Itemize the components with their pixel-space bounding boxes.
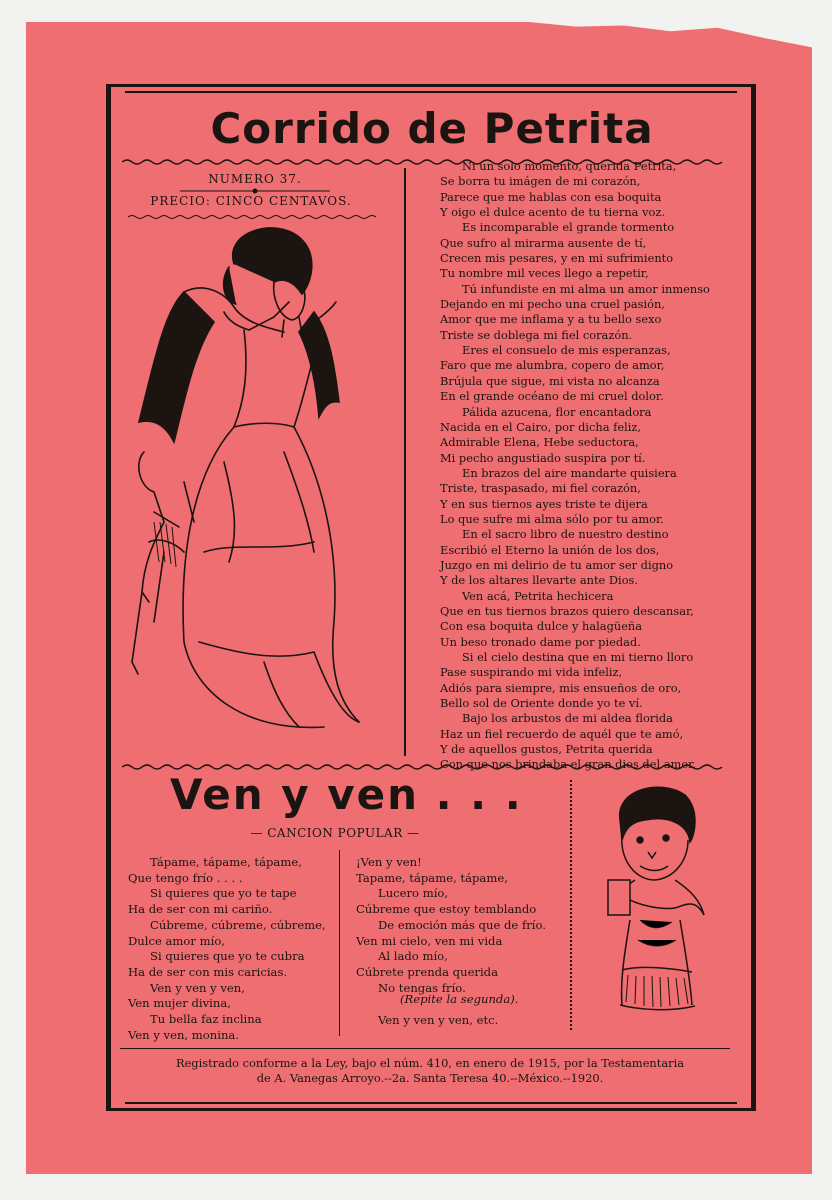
- poem-line: Faro que me alumbra, copero de amor,: [440, 358, 665, 373]
- poem-line: Que en tus tiernos brazos quiero descansar,: [440, 603, 694, 618]
- song-line: Ha de ser con mi cariño.: [128, 902, 273, 917]
- poem-line: Admirable Elena, Hebe seductora,: [440, 435, 639, 450]
- corrido-poem: [440, 159, 740, 773]
- song-line: Al lado mío,: [378, 949, 448, 964]
- song-line: ¡Ven y ven!: [356, 855, 422, 869]
- registration-footer: [130, 1056, 730, 1086]
- poem-line: Lo que sufre mi alma sólo por tu amor.: [440, 511, 664, 526]
- page-title: Corrido de Petrita: [210, 104, 654, 153]
- footer-line-1: Registrado conforme a la Ley, bajo el núm. 410, en enero de 1915, por la Testamentaria: [175, 1056, 685, 1070]
- song-ending: Ven y ven y ven, etc.: [378, 1012, 499, 1027]
- poem-line: En el sacro libro de nuestro destino: [462, 527, 669, 542]
- poem-line: Crecen mis pesares, y en mi sufrimiento: [440, 251, 674, 266]
- song-line: Cúbrete prenda querida: [356, 964, 499, 979]
- bottom-rule: [125, 1102, 737, 1104]
- poem-line: Pase suspirando mi vida infeliz,: [440, 665, 623, 680]
- price-wavy-rule: [128, 213, 378, 221]
- top-rule: [125, 91, 737, 93]
- poem-line: Ni un solo momento, querida Petrita,: [462, 159, 677, 173]
- poem-line: Eres el consuelo de mis esperanzas,: [462, 343, 671, 358]
- song-title: Ven y ven . . .: [170, 770, 523, 819]
- footer-rule: [120, 1048, 730, 1049]
- song-line: Ven mi cielo, ven mi vida: [356, 933, 503, 948]
- song-right-tail: [356, 992, 518, 1028]
- poem-line: Tu nombre mil veces llego a repetir,: [440, 266, 649, 281]
- song-line: Tápame, tápame, tápame,: [150, 855, 302, 869]
- poem-line: Y de los altares llevarte ante Dios.: [440, 573, 639, 588]
- poem-line: Es incomparable el grande tormento: [462, 220, 675, 235]
- song-column-rule: [339, 850, 340, 1036]
- poem-line: Y en sus tiernos ayes triste te dijera: [440, 496, 648, 511]
- poem-line: Pálida azucena, flor encantadora: [462, 404, 652, 419]
- song-right-column: [356, 855, 546, 996]
- poem-line: Parece que me hablas con esa boquita: [440, 189, 662, 204]
- poem-line: Dejando en mi pecho una cruel pasión,: [440, 297, 665, 312]
- footer-line-2: de A. Vanegas Arroyo.--2a. Santa Teresa 40.--México.--1920.: [256, 1071, 604, 1085]
- poem-line: Bajo los arbustos de mi aldea florida: [462, 711, 673, 726]
- repite-note: (Repite la segunda).: [400, 992, 519, 1006]
- portrait-dotted-rule: [570, 780, 572, 1030]
- poem-line: Si el cielo destina que en mi tierno lloro: [462, 650, 694, 664]
- poem-line: Se borra tu imágen de mi corazón,: [440, 174, 641, 189]
- poem-line: Tú infundiste en mi alma un amor inmenso: [462, 281, 710, 296]
- song-line: Ven y ven, monina.: [128, 1027, 240, 1042]
- poem-line: Ven acá, Petrita hechicera: [462, 588, 614, 603]
- poem-line: En el grande océano de mi cruel dolor.: [440, 389, 664, 404]
- song-line: Cúbreme, cúbreme, cúbreme,: [150, 917, 326, 932]
- song-line: Ha de ser con mis caricias.: [128, 964, 288, 979]
- poem-line: Triste, traspasado, mi fiel corazón,: [440, 481, 641, 496]
- poem-line: Y de aquellos gustos, Petrita querida: [440, 742, 653, 757]
- poem-line: Bello sol de Oriente donde yo te ví.: [440, 696, 643, 711]
- poem-line: Mi pecho angustiado suspira por tí.: [440, 450, 646, 465]
- poem-line: Nacida en el Cairo, por dicha feliz,: [440, 419, 642, 434]
- song-line: No tengas frío.: [378, 980, 466, 995]
- poem-line: Que sufro al mirarma ausente de tí,: [440, 235, 647, 250]
- song-line: Lucero mío,: [378, 886, 449, 901]
- woman-with-cup-portrait: [600, 780, 710, 1025]
- song-line: De emoción más que de frío.: [378, 917, 546, 932]
- price-label: PRECIO: CINCO CENTAVOS.: [150, 194, 352, 208]
- song-line: Ven mujer divina,: [128, 996, 231, 1011]
- song-line: Tu bella faz inclina: [150, 1012, 262, 1027]
- song-line: Ven y ven y ven,: [150, 980, 245, 995]
- woman-illustration: [124, 222, 374, 742]
- song-line: Si quieres que yo te cubra: [150, 949, 305, 964]
- song-subtitle: — CANCION POPULAR —: [250, 826, 420, 840]
- song-line: Cúbreme que estoy temblando: [356, 902, 537, 917]
- poem-line: Y oigo el dulce acento de tu tierna voz.: [440, 205, 665, 220]
- poem-line: Escribió el Eterno la unión de los dos,: [440, 542, 660, 557]
- upper-column-rule: [404, 168, 406, 756]
- poem-line: Juzgo en mi delirio de tu amor ser digno: [440, 557, 674, 572]
- song-left-column: [128, 855, 326, 1043]
- song-line: Si quieres que yo te tape: [150, 886, 297, 901]
- poem-line: Amor que me inflama y a tu bello sexo: [440, 312, 662, 327]
- poem-line: Brújula que sigue, mi vista no alcanza: [440, 373, 660, 388]
- poem-line: En brazos del aire mandarte quisiera: [462, 465, 677, 480]
- poem-line: Haz un fiel recuerdo de aquél que te amó,: [440, 726, 684, 741]
- poem-line: Adiós para siempre, mis ensueños de oro,: [440, 680, 682, 695]
- song-line: Tapame, tápame, tápame,: [356, 870, 508, 885]
- issue-number: NUMERO 37.: [208, 172, 302, 186]
- song-line: Dulce amor mío,: [128, 933, 225, 948]
- poem-line: Con esa boquita dulce y halagüeña: [440, 619, 643, 634]
- song-line: Que tengo frío . . . .: [128, 870, 243, 885]
- poem-line: Con que nos brindaba el gran dios del amor.: [440, 757, 696, 772]
- poem-line: Un beso tronado dame por piedad.: [440, 634, 641, 649]
- poem-line: Triste se doblega mi fiel corazón.: [440, 327, 633, 342]
